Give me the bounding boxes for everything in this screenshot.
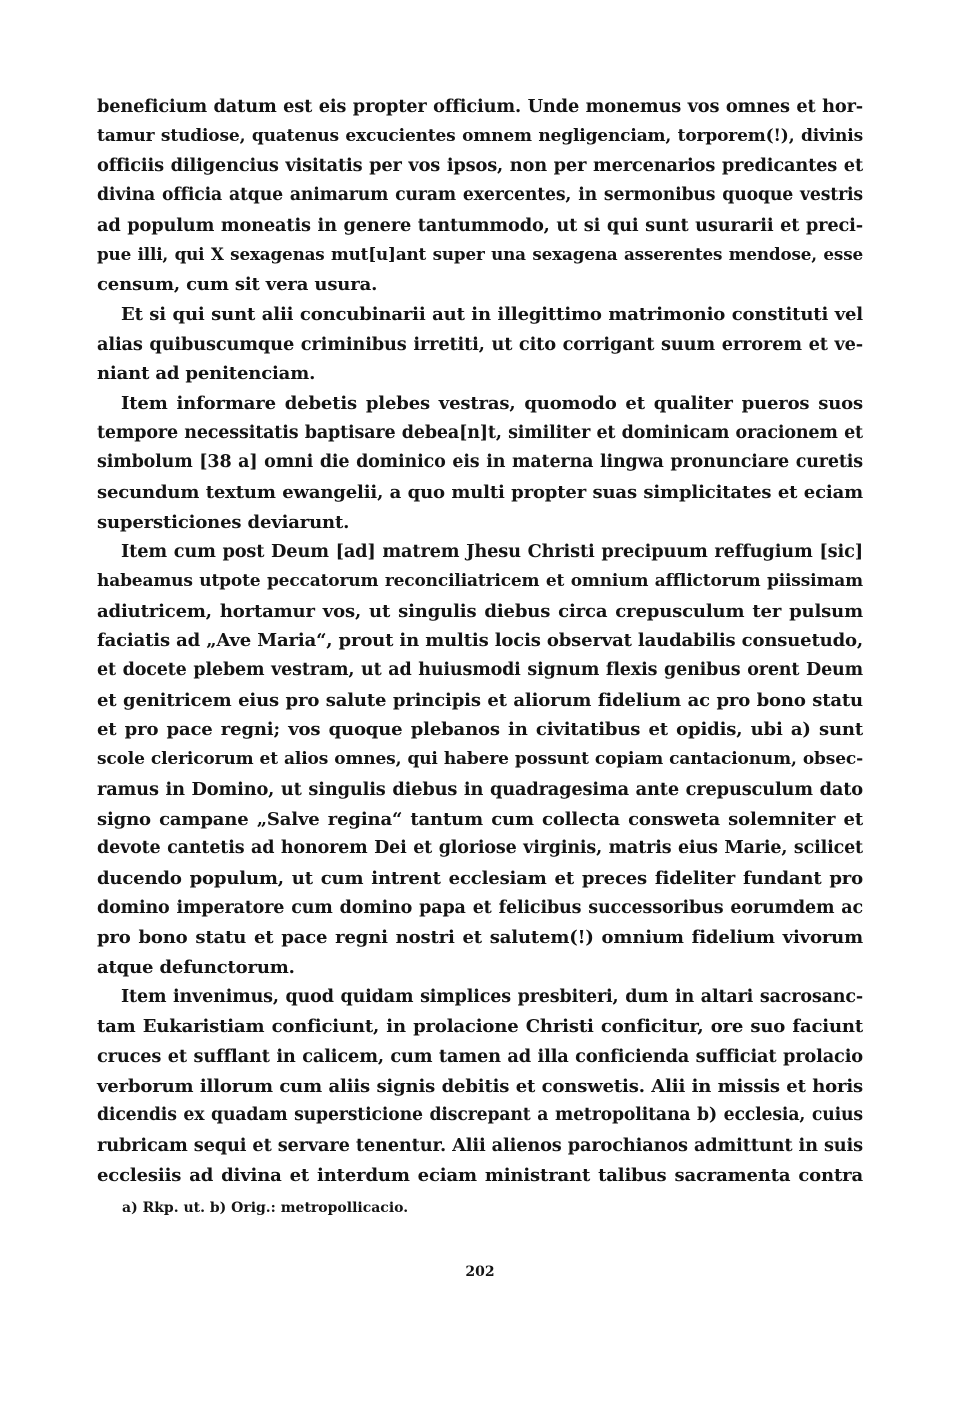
text-line: Item cum post Deum [ad] matrem Jhesu Christi precipuum reffugium [sic] xyxy=(121,541,863,563)
text-line: ducendo populum, ut cum intrent ecclesiam et preces fideliter fundant pro xyxy=(97,867,863,889)
text-line: Et si qui sunt alii concubinarii aut in illegittimo matrimonio constituti vel xyxy=(121,303,863,325)
text-line: Item informare debetis plebes vestras, quomodo et qualiter pueros suos xyxy=(121,392,863,414)
text-line: cruces et sufflant in calicem, cum tamen ad illa conficienda sufficiat prolacio xyxy=(97,1046,863,1067)
text-line: et genitricem eius pro salute principis et aliorum fidelium ac pro bono statu xyxy=(97,689,863,711)
text-line: verborum illorum cum aliis signis debitis et conswetis. Alii in missis et horis xyxy=(97,1075,863,1097)
text-line: scole clericorum et alios omnes, qui habere possunt copiam cantacionum, obsec- xyxy=(97,749,863,770)
text-line: Item invenimus, quod quidam simplices presbiteri, dum in altari sacrosanc- xyxy=(121,986,863,1007)
text-line: simbolum [38 a] omni die dominico eis in materna lingwa pronunciare curetis xyxy=(97,452,863,473)
page-number: 202 xyxy=(465,1264,495,1280)
text-line: ecclesiis ad divina et interdum eciam ministrant talibus sacramenta contra xyxy=(97,1164,863,1186)
text-line: domino imperatore cum domino papa et felicibus successoribus eorumdem ac xyxy=(97,897,863,918)
text-line: secundum textum ewangelii, a quo multi propter suas simplicitates et eciam xyxy=(97,481,863,503)
text-line: alias quibuscumque criminibus irretiti, ut cito corrigant suum errorem et ve- xyxy=(97,333,863,355)
text-line: ramus in Domino, ut singulis diebus in quadragesima ante crepusculum dato xyxy=(97,778,863,800)
text-line: pue illi, qui X sexagenas mut[u]ant super una sexagena asserentes mendose, esse xyxy=(97,244,863,265)
text-line: officiis diligencius visitatis per vos ipsos, non per mercenarios predicantes et xyxy=(97,155,863,177)
main-text-block xyxy=(97,92,863,1190)
text-line: habeamus utpote peccatorum reconciliatricem et omnium afflictorum piissimam xyxy=(97,571,863,591)
text-line: devote cantetis ad honorem Dei et gloriose virginis, matris eius Marie, scilicet xyxy=(97,838,863,859)
text-line: supersticiones deviarunt. xyxy=(97,511,350,533)
text-line: beneficium datum est eis propter officium. Unde monemus vos omnes et hor- xyxy=(97,96,863,117)
text-line: rubricam sequi et servare tenentur. Alii alienos parochianos admittunt in suis xyxy=(97,1135,863,1157)
footnotes: a) Rkp. ut. b) Orig.: metropollicacio. xyxy=(122,1200,409,1216)
text-line: ad populum moneatis in genere tantummodo, ut si qui sunt usurarii et preci- xyxy=(97,214,863,236)
text-line: et pro pace regni; vos quoque plebanos in civitatibus et opidis, ubi a) sunt xyxy=(97,719,863,741)
text-line: faciatis ad „Ave Maria“, prout in multis locis observat laudabilis consuetudo, xyxy=(97,630,863,652)
text-line: adiutricem, hortamur vos, ut singulis diebus circa crepusculum ter pulsum xyxy=(97,600,863,622)
text-line: dicendis ex quadam supersticione discrepant a metropolitana b) ecclesia, cuius xyxy=(97,1105,863,1126)
text-line: censum, cum sit vera usura. xyxy=(97,274,378,296)
text-line: pro bono statu et pace regni nostri et salutem(!) omnium fidelium vivorum xyxy=(97,927,863,949)
text-line: signo campane „Salve regina“ tantum cum collecta consweta solemniter et xyxy=(97,808,863,830)
text-line: et docete plebem vestram, ut ad huiusmodi signum flexis genibus orent Deum xyxy=(97,660,863,681)
text-line: tamur studiose, quatenus excucientes omnem negligenciam, torporem(!), divinis xyxy=(97,125,863,146)
text-line: divina officia atque animarum curam exercentes, in sermonibus quoque vestris xyxy=(97,185,863,206)
text-line: tempore necessitatis baptisare debea[n]t, similiter et dominicam oracionem et xyxy=(97,422,863,443)
text-line: tam Eukaristiam conficiunt, in prolacione Christi conficitur, ore suo faciunt xyxy=(97,1016,863,1038)
text-line: niant ad penitenciam. xyxy=(97,363,316,385)
text-line: atque defunctorum. xyxy=(97,956,295,978)
